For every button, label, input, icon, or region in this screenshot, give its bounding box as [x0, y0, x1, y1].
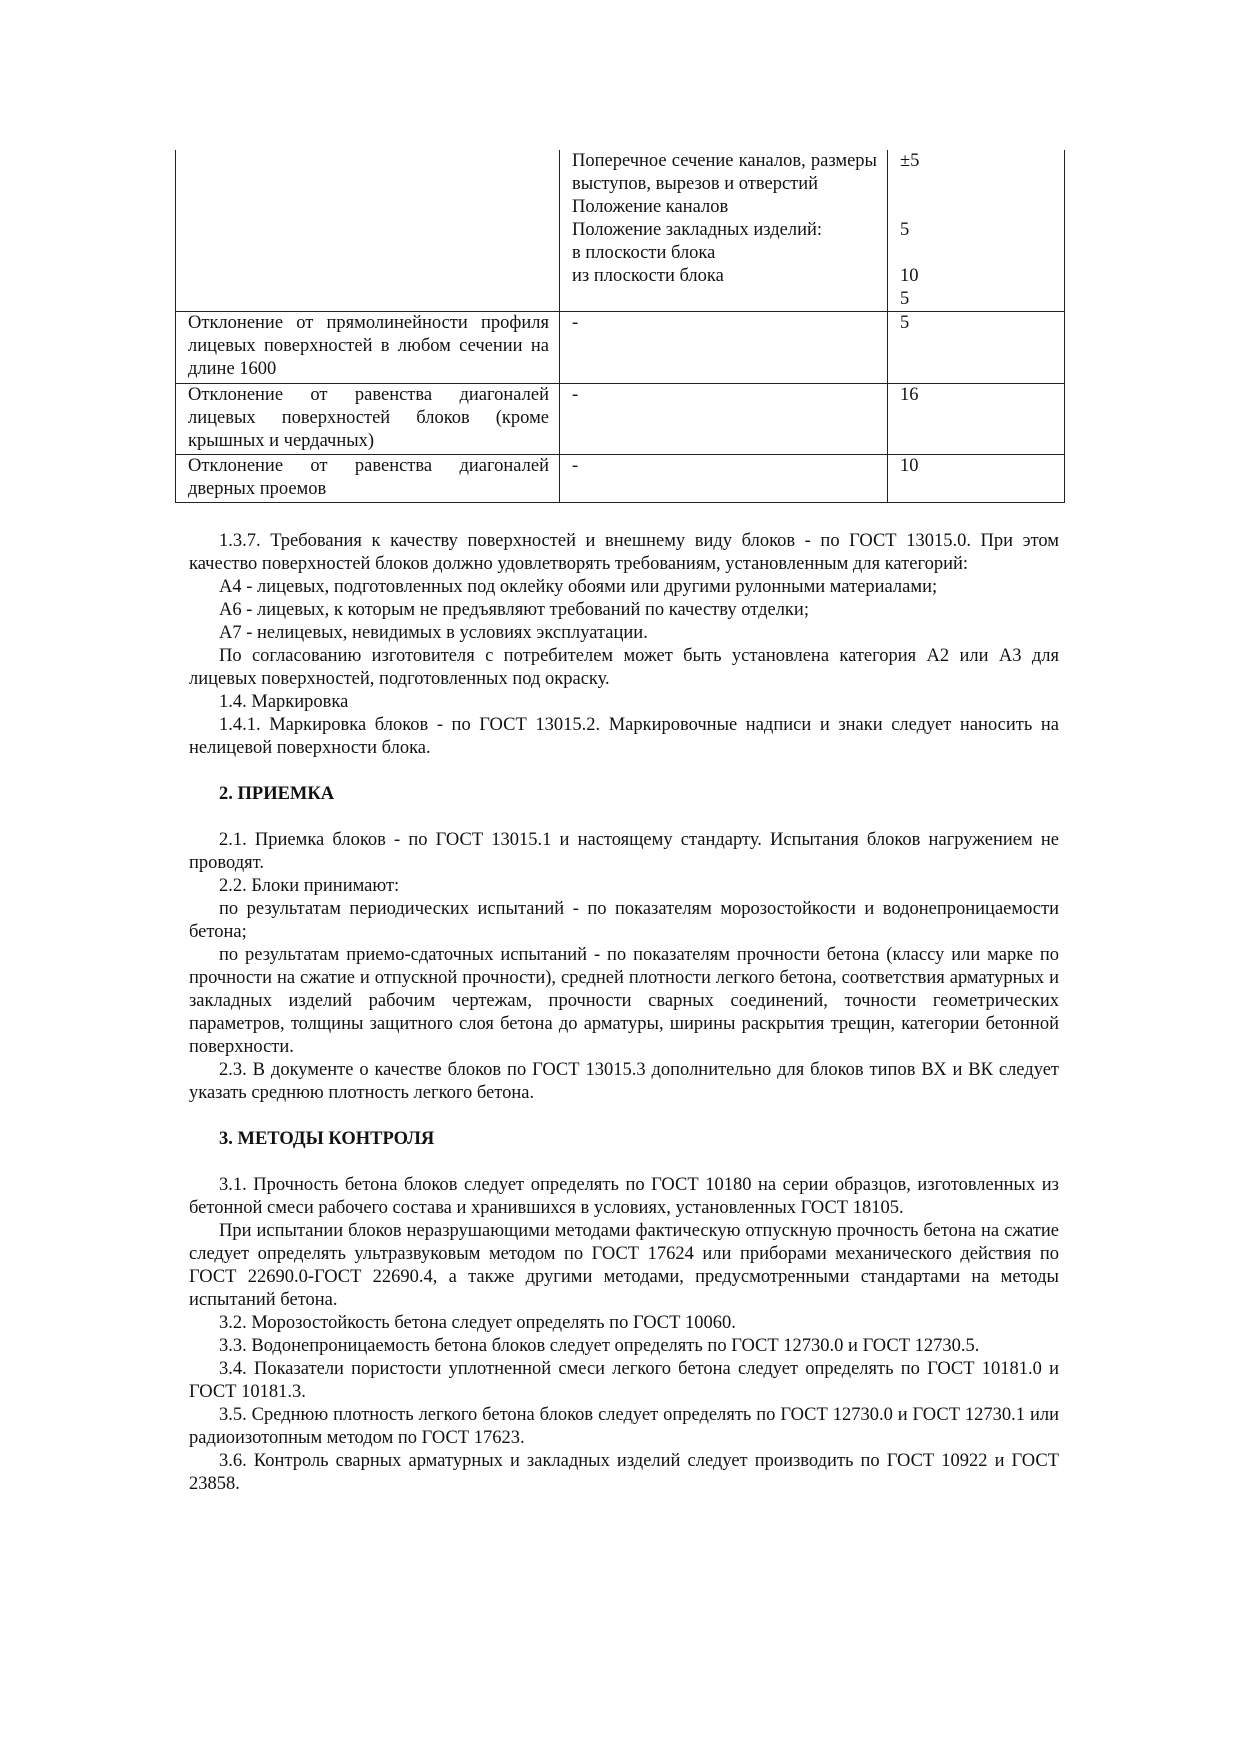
document-body	[189, 530, 1059, 1496]
table-cell-param: Отклонение от равенства диагоналей дверных проемов	[176, 455, 560, 503]
paragraph: 2.3. В документе о качестве блоков по ГОСТ 13015.3 дополнительно для блоков типов ВХ и ВК следует указать среднюю плотность легкого бетона.	[189, 1060, 1059, 1103]
paragraph: 2.2. Блоки принимают:	[219, 876, 400, 896]
table-value	[900, 242, 1054, 265]
table-cell-value: 5	[888, 312, 1065, 384]
paragraph: 3.4. Показатели пористости уплотненной смеси легкого бетона следует определять по ГОСТ 10181.0 и ГОСТ 10181.3.	[189, 1359, 1059, 1402]
subsection-title: 1.4. Маркировка	[219, 692, 349, 712]
paragraph: При испытании блоков неразрушающими методами фактическую отпускную прочность бетона на сжатие следует определять ультразвуковым методом по ГОСТ 17624 или приборами механического действия по ГОСТ 22690.0-ГОСТ 22690.4, а также другими методами, предусмотренными стандартами на методы испытаний бетона.	[189, 1221, 1059, 1310]
paragraph: 3.5. Среднюю плотность легкого бетона блоков следует определять по ГОСТ 12730.0 и ГОСТ 12730.1 или радиоизотопным методом по ГОСТ 17623.	[189, 1405, 1059, 1448]
table-item: в плоскости блока	[572, 243, 716, 263]
table-cell-item: -	[560, 384, 888, 455]
table-row	[176, 150, 1065, 312]
paragraph: 3.6. Контроль сварных арматурных и закладных изделий следует производить по ГОСТ 10922 и ГОСТ 23858.	[189, 1451, 1059, 1494]
paragraph: по результатам приемо-сдаточных испытаний - по показателям прочности бетона (классу или марке по прочности на сжатие и отпускной прочности), средней плотности легкого бетона, соответствия арматурных и закладных изделий рабочим чертежам, прочности сварных соединений, точности геометрических параметров, толщины защитного слоя бетона до арматуры, ширины раскрытия трещин, категории бетонной поверхности.	[189, 945, 1059, 1057]
paragraph: А6 - лицевых, к которым не предъявляют требований по качеству отделки;	[219, 600, 809, 620]
table-row	[176, 455, 1065, 503]
table-cell-value: 16	[888, 384, 1065, 455]
table-cell-param: Отклонение от равенства диагоналей лицевых поверхностей блоков (кроме крышных и чердачных)	[176, 384, 560, 455]
table-cell-item: -	[560, 455, 888, 503]
table-value	[900, 196, 1054, 219]
table-item: Положение закладных изделий:	[572, 220, 823, 240]
table-value	[900, 173, 1054, 196]
paragraph: 1.4.1. Маркировка блоков - по ГОСТ 13015.2. Маркировочные надписи и знаки следует наносить на нелицевой поверхности блока.	[189, 715, 1059, 758]
paragraph: По согласованию изготовителя с потребителем может быть установлена категория А2 или А3 для лицевых поверхностей, подготовленных под окраску.	[189, 646, 1059, 689]
paragraph: 1.3.7. Требования к качеству поверхностей и внешнему виду блоков - по ГОСТ 13015.0. При этом качество поверхностей блоков должно удовлетворять требованиям, установленным для категорий:	[189, 531, 1059, 574]
table-value: 10	[900, 266, 919, 286]
table-row	[176, 312, 1065, 384]
table-cell-param: Отклонение от прямолинейности профиля лицевых поверхностей в любом сечении на длине 1600	[176, 312, 560, 384]
paragraph: 2.1. Приемка блоков - по ГОСТ 13015.1 и настоящему стандарту. Испытания блоков нагружением не проводят.	[189, 830, 1059, 873]
table-value: 5	[900, 220, 910, 240]
table-cell-items	[560, 150, 888, 312]
paragraph: по результатам периодических испытаний - по показателям морозостойкости и водонепроницаемости бетона;	[189, 899, 1059, 942]
paragraph: 3.3. Водонепроницаемость бетона блоков следует определять по ГОСТ 12730.0 и ГОСТ 12730.5.	[219, 1336, 980, 1356]
section-heading: 2. ПРИЕМКА	[219, 784, 335, 804]
table-cell-item: -	[560, 312, 888, 384]
paragraph: 3.2. Морозостойкость бетона следует определять по ГОСТ 10060.	[219, 1313, 736, 1333]
table-cell-param	[176, 150, 560, 312]
table-value: 5	[900, 289, 910, 309]
table-value: ±5	[900, 151, 920, 171]
table-cell-values	[888, 150, 1065, 312]
table-item: Положение каналов	[572, 197, 729, 217]
table-item: Поперечное сечение каналов, размеры выступов, вырезов и отверстий	[572, 151, 877, 194]
paragraph: А4 - лицевых, подготовленных под оклейку обоями или другими рулонными материалами;	[219, 577, 938, 597]
paragraph: 3.1. Прочность бетона блоков следует определять по ГОСТ 10180 на серии образцов, изготовленных из бетонной смеси рабочего состава и хранившихся в условиях, установленных ГОСТ 18105.	[189, 1175, 1059, 1218]
section-heading: 3. МЕТОДЫ КОНТРОЛЯ	[219, 1129, 435, 1149]
table-cell-value: 10	[888, 455, 1065, 503]
tolerance-table	[175, 150, 1065, 503]
table-item: из плоскости блока	[572, 266, 724, 286]
table-row	[176, 384, 1065, 455]
paragraph: А7 - нелицевых, невидимых в условиях эксплуатации.	[219, 623, 648, 643]
